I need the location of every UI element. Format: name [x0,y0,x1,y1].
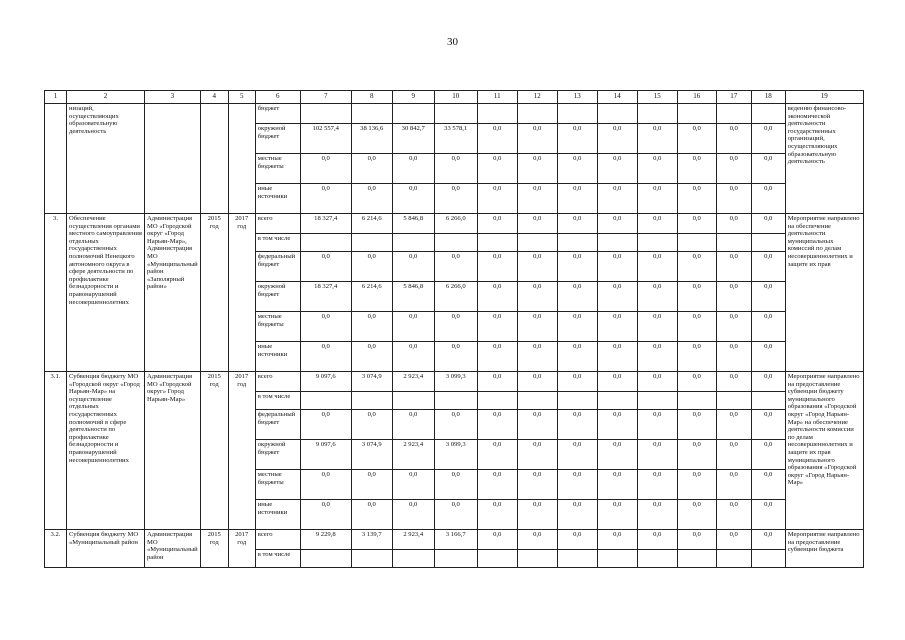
value-cell: 5 846,8 [392,282,434,312]
value-cell: 9 229,8 [300,530,351,550]
value-cell: 0,0 [597,312,637,342]
value-cell [557,104,597,124]
value-cell: 9 097,6 [300,440,351,470]
value-cell: 0,0 [300,154,351,184]
value-cell: 0,0 [637,282,677,312]
value-cell: 0,0 [597,500,637,530]
value-cell [597,104,637,124]
end-year: 2017 год [228,214,255,372]
start-year: 2015 год [200,214,228,372]
value-cell: 0,0 [637,184,677,214]
value-cell: 0,0 [351,154,392,184]
row-number [45,104,67,214]
value-cell: 0,0 [597,282,637,312]
table-row [45,372,864,392]
value-cell: 0,0 [716,154,751,184]
value-cell: 0,0 [517,282,557,312]
column-header-7: 7 [300,91,351,104]
value-cell [392,104,434,124]
value-cell [392,392,434,410]
value-cell [477,104,517,124]
funding-source-label: местные бюджеты [255,154,300,184]
value-cell: 0,0 [557,372,597,392]
value-cell: 3 074,9 [351,440,392,470]
value-cell: 0,0 [557,184,597,214]
value-cell: 0,0 [477,154,517,184]
value-cell: 0,0 [597,124,637,154]
column-header-2: 2 [67,91,145,104]
value-cell: 0,0 [517,440,557,470]
column-header-3: 3 [145,91,201,104]
value-cell [434,392,477,410]
value-cell [517,392,557,410]
value-cell: 0,0 [477,282,517,312]
value-cell: 0,0 [392,342,434,372]
value-cell: 0,0 [392,252,434,282]
value-cell: 0,0 [477,440,517,470]
value-cell: 0,0 [637,124,677,154]
value-cell [351,392,392,410]
value-cell: 0,0 [434,342,477,372]
value-cell: 0,0 [517,184,557,214]
value-cell [751,104,785,124]
value-cell [637,104,677,124]
value-cell [477,550,517,568]
value-cell [300,104,351,124]
value-cell [434,550,477,568]
value-cell: 0,0 [557,470,597,500]
value-cell [716,550,751,568]
value-cell: 0,0 [637,154,677,184]
value-cell: 0,0 [557,214,597,234]
funding-source-label: окружной бюджет [255,440,300,470]
value-cell [392,550,434,568]
value-cell: 0,0 [477,124,517,154]
value-cell: 0,0 [392,470,434,500]
value-cell: 9 097,6 [300,372,351,392]
value-cell: 0,0 [392,184,434,214]
value-cell: 0,0 [517,124,557,154]
value-cell [751,392,785,410]
funding-source-label: бюджет [255,104,300,124]
budget-table [44,90,864,568]
value-cell: 0,0 [677,342,716,372]
funding-source-label: всего [255,530,300,550]
value-cell [677,104,716,124]
value-cell: 3 074,9 [351,372,392,392]
value-cell: 0,0 [477,342,517,372]
value-cell [517,550,557,568]
value-cell: 0,0 [677,372,716,392]
value-cell: 0,0 [434,184,477,214]
value-cell: 0,0 [716,312,751,342]
value-cell: 0,0 [351,342,392,372]
value-cell: 0,0 [392,500,434,530]
value-cell: 0,0 [677,410,716,440]
action-description: Мероприятие направлено на обеспечение деятельности муниципальных комиссий по делам несовершеннолетних и защите их прав [785,214,863,372]
value-cell: 0,0 [637,440,677,470]
executor-name [145,104,201,214]
funding-source-label: в том числе [255,392,300,410]
column-number-row [45,91,864,104]
value-cell [716,234,751,252]
value-cell: 0,0 [300,500,351,530]
column-header-13: 13 [557,91,597,104]
value-cell [557,392,597,410]
value-cell: 0,0 [637,252,677,282]
value-cell: 0,0 [677,312,716,342]
row-number: 3. [45,214,67,372]
value-cell: 0,0 [557,282,597,312]
value-cell: 0,0 [716,184,751,214]
value-cell: 38 136,6 [351,124,392,154]
value-cell [597,234,637,252]
value-cell: 0,0 [751,342,785,372]
value-cell: 0,0 [677,530,716,550]
value-cell [351,104,392,124]
value-cell [597,550,637,568]
value-cell: 0,0 [392,154,434,184]
value-cell [637,234,677,252]
value-cell: 0,0 [751,440,785,470]
value-cell: 0,0 [751,214,785,234]
start-year: 2015 год [200,530,228,568]
value-cell: 0,0 [517,372,557,392]
value-cell [716,392,751,410]
value-cell: 0,0 [716,342,751,372]
value-cell [637,392,677,410]
value-cell: 3 166,7 [434,530,477,550]
value-cell: 0,0 [477,184,517,214]
end-year: 2017 год [228,372,255,530]
value-cell: 0,0 [434,252,477,282]
value-cell: 0,0 [300,252,351,282]
action-description: Мероприятие направлено на предоставление субвенции бюджета [785,530,863,568]
value-cell: 2 923,4 [392,372,434,392]
value-cell: 0,0 [637,214,677,234]
value-cell: 0,0 [677,252,716,282]
value-cell: 0,0 [351,252,392,282]
value-cell: 0,0 [477,500,517,530]
value-cell: 0,0 [677,282,716,312]
funding-source-label: в том числе [255,550,300,568]
measure-name: Субвенция бюджету МО «Городской округ «Город Нарьян-Мар» на осуществление отдельных государственных полномочий в сфере деятельности по профилактике безнадзорности и правонарушений несовершеннолетних [67,372,145,530]
funding-source-label: всего [255,372,300,392]
value-cell: 0,0 [677,214,716,234]
value-cell [677,392,716,410]
table-row [45,214,864,234]
value-cell [351,550,392,568]
value-cell: 0,0 [677,154,716,184]
column-header-11: 11 [477,91,517,104]
value-cell: 18 327,4 [300,282,351,312]
value-cell: 0,0 [637,410,677,440]
value-cell: 0,0 [351,312,392,342]
value-cell: 0,0 [392,410,434,440]
value-cell [392,234,434,252]
value-cell: 0,0 [677,184,716,214]
value-cell: 0,0 [597,410,637,440]
value-cell [477,234,517,252]
value-cell: 3 139,7 [351,530,392,550]
value-cell [300,234,351,252]
executor-name: Администрация МО «Городской округ «Город Нарьян-Мар», Администрация МО «Муниципальный район «Заполярный район» [145,214,201,372]
row-number: 3.1. [45,372,67,530]
table-row [45,104,864,124]
funding-source-label: федеральный бюджет [255,252,300,282]
value-cell: 0,0 [637,470,677,500]
value-cell: 0,0 [351,470,392,500]
column-header-15: 15 [637,91,677,104]
value-cell: 3 099,3 [434,372,477,392]
value-cell [434,234,477,252]
value-cell: 0,0 [477,530,517,550]
value-cell [557,550,597,568]
value-cell: 0,0 [557,252,597,282]
value-cell: 0,0 [517,500,557,530]
value-cell: 6 266,0 [434,282,477,312]
value-cell: 0,0 [597,184,637,214]
column-header-9: 9 [392,91,434,104]
value-cell: 0,0 [517,470,557,500]
value-cell [751,550,785,568]
table-row [45,530,864,550]
value-cell: 0,0 [751,282,785,312]
value-cell: 0,0 [517,530,557,550]
value-cell: 0,0 [477,470,517,500]
value-cell: 0,0 [477,214,517,234]
value-cell: 0,0 [300,184,351,214]
value-cell: 0,0 [716,500,751,530]
value-cell: 0,0 [716,440,751,470]
value-cell: 0,0 [517,312,557,342]
value-cell: 0,0 [434,410,477,440]
value-cell: 30 842,7 [392,124,434,154]
value-cell: 0,0 [557,124,597,154]
column-header-10: 10 [434,91,477,104]
value-cell: 0,0 [434,470,477,500]
value-cell: 0,0 [716,470,751,500]
value-cell [597,392,637,410]
value-cell: 0,0 [597,214,637,234]
funding-source-label: иные источники [255,184,300,214]
value-cell: 2 923,4 [392,530,434,550]
value-cell: 0,0 [597,342,637,372]
value-cell: 0,0 [637,312,677,342]
value-cell: 0,0 [300,342,351,372]
measure-name: Субвенция бюджету МО «Муниципальный район [67,530,145,568]
column-header-8: 8 [351,91,392,104]
value-cell: 18 327,4 [300,214,351,234]
value-cell: 0,0 [557,440,597,470]
funding-source-label: всего [255,214,300,234]
value-cell: 0,0 [351,500,392,530]
end-year [228,104,255,214]
value-cell: 0,0 [751,410,785,440]
value-cell: 0,0 [677,500,716,530]
value-cell: 0,0 [300,410,351,440]
value-cell: 0,0 [751,184,785,214]
value-cell: 0,0 [751,252,785,282]
value-cell: 102 557,4 [300,124,351,154]
funding-source-label: в том числе [255,234,300,252]
value-cell: 0,0 [517,252,557,282]
row-number: 3.2. [45,530,67,568]
value-cell: 0,0 [716,530,751,550]
column-header-6: 6 [255,91,300,104]
value-cell: 0,0 [637,342,677,372]
value-cell: 0,0 [300,312,351,342]
measure-name: Обеспечение осуществления органами местного самоуправления отдельных государственных полномочий Ненецкого автономного округа в сфере деятельности по профилактике безнадзорности и правонарушений несовершеннолетних [67,214,145,372]
value-cell [637,550,677,568]
value-cell: 0,0 [557,312,597,342]
value-cell: 3 099,3 [434,440,477,470]
value-cell: 0,0 [434,154,477,184]
value-cell: 0,0 [716,252,751,282]
value-cell [716,104,751,124]
value-cell [300,392,351,410]
value-cell: 0,0 [597,252,637,282]
funding-source-label: иные источники [255,500,300,530]
value-cell: 0,0 [597,470,637,500]
value-cell: 0,0 [751,312,785,342]
value-cell: 0,0 [716,410,751,440]
value-cell: 0,0 [751,124,785,154]
value-cell: 0,0 [477,410,517,440]
column-header-19: 19 [785,91,863,104]
value-cell: 0,0 [597,154,637,184]
value-cell: 0,0 [300,470,351,500]
column-header-4: 4 [200,91,228,104]
value-cell: 0,0 [557,154,597,184]
value-cell: 0,0 [477,312,517,342]
measure-name: низаций, осуществляющих образовательную деятельность [67,104,145,214]
value-cell: 0,0 [677,440,716,470]
column-header-5: 5 [228,91,255,104]
value-cell: 0,0 [477,372,517,392]
value-cell [677,550,716,568]
value-cell: 0,0 [517,214,557,234]
value-cell: 0,0 [517,342,557,372]
start-year [200,104,228,214]
funding-source-label: иные источники [255,342,300,372]
value-cell: 0,0 [751,530,785,550]
funding-source-label: окружной бюджет [255,124,300,154]
column-header-16: 16 [677,91,716,104]
table-body [45,91,864,568]
value-cell: 0,0 [716,282,751,312]
value-cell: 2 923,4 [392,440,434,470]
action-description: Мероприятие направлено на предоставление субвенции бюджету муниципального образования «Городской округ «Город Нарьян-Мар» на обеспечение деятельности комиссии по делам несовершеннолетних и защите их прав муниципального образования «Городской округ «Город Нарьян-Мар» [785,372,863,530]
value-cell: 6 214,6 [351,282,392,312]
value-cell [751,234,785,252]
value-cell: 0,0 [637,372,677,392]
start-year: 2015 год [200,372,228,530]
value-cell: 0,0 [517,410,557,440]
value-cell: 0,0 [557,342,597,372]
value-cell: 5 846,8 [392,214,434,234]
value-cell [517,234,557,252]
value-cell: 0,0 [557,500,597,530]
value-cell: 0,0 [677,124,716,154]
column-header-14: 14 [597,91,637,104]
value-cell: 0,0 [597,530,637,550]
value-cell: 6 266,0 [434,214,477,234]
value-cell: 0,0 [597,440,637,470]
value-cell: 6 214,6 [351,214,392,234]
value-cell: 0,0 [351,410,392,440]
value-cell [351,234,392,252]
value-cell: 0,0 [597,372,637,392]
value-cell [677,234,716,252]
value-cell: 0,0 [677,470,716,500]
funding-source-label: окружной бюджет [255,282,300,312]
value-cell [434,104,477,124]
executor-name: Администрация МО «Городской округ» Город Нарьян-Мар» [145,372,201,530]
value-cell: 0,0 [351,184,392,214]
value-cell: 33 578,1 [434,124,477,154]
value-cell [300,550,351,568]
page-number: 30 [447,36,458,48]
column-header-17: 17 [716,91,751,104]
value-cell: 0,0 [716,124,751,154]
column-header-1: 1 [45,91,67,104]
column-header-12: 12 [517,91,557,104]
value-cell [517,104,557,124]
value-cell: 0,0 [434,500,477,530]
end-year: 2017 год [228,530,255,568]
value-cell: 0,0 [716,372,751,392]
value-cell: 0,0 [751,500,785,530]
value-cell: 0,0 [637,530,677,550]
executor-name: Администрация МО «Муниципальный район [145,530,201,568]
value-cell: 0,0 [637,500,677,530]
value-cell: 0,0 [392,312,434,342]
funding-source-label: местные бюджеты [255,312,300,342]
value-cell: 0,0 [517,154,557,184]
value-cell: 0,0 [434,312,477,342]
funding-source-label: федеральный бюджет [255,410,300,440]
value-cell: 0,0 [716,214,751,234]
column-header-18: 18 [751,91,785,104]
action-description: веденню финансово-экономической деятельности государственных организаций, осуществляющих образовательную деятельность [785,104,863,214]
value-cell: 0,0 [557,410,597,440]
value-cell: 0,0 [557,530,597,550]
value-cell [477,392,517,410]
value-cell: 0,0 [751,154,785,184]
value-cell: 0,0 [751,372,785,392]
value-cell: 0,0 [477,252,517,282]
value-cell: 0,0 [751,470,785,500]
value-cell [557,234,597,252]
funding-source-label: местные бюджеты [255,470,300,500]
